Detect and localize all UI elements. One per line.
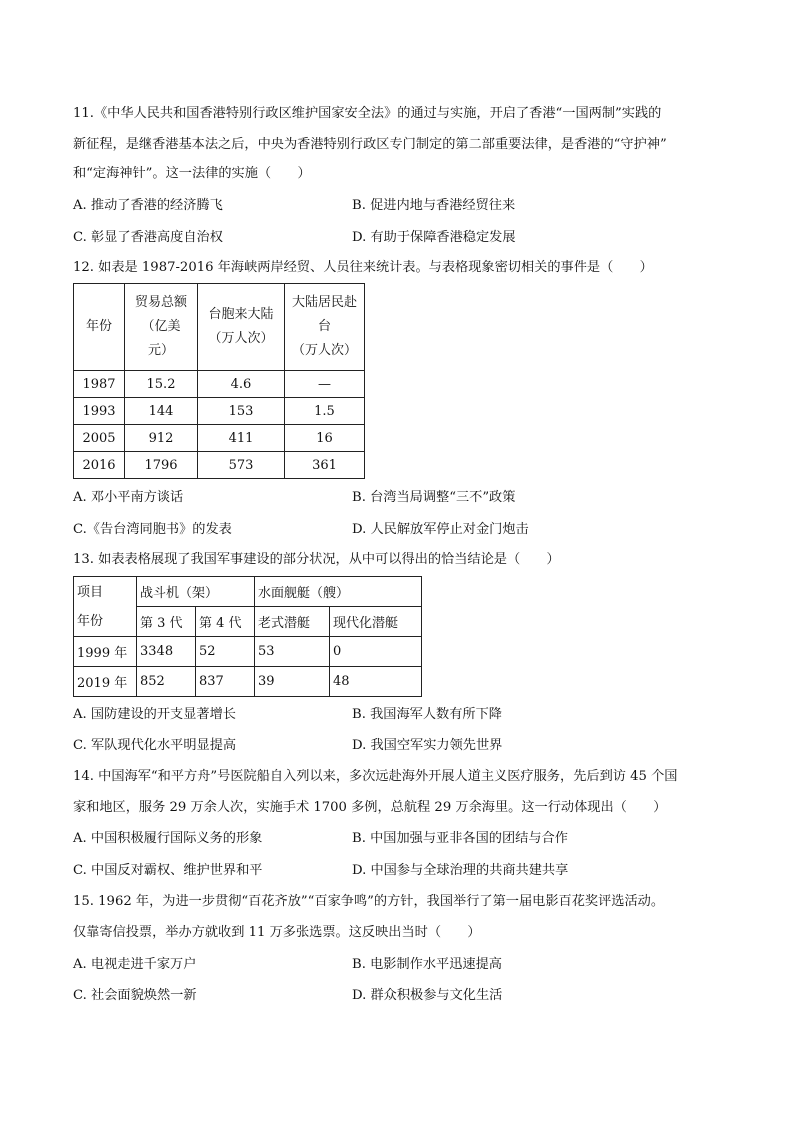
q13-option-c: C. 军队现代化水平明显提高: [73, 738, 237, 753]
q12-option-a: A. 邓小平南方谈话: [73, 490, 184, 505]
table-row: [74, 398, 365, 425]
subheader: 第 4 代: [196, 607, 255, 637]
cell: 411: [198, 425, 285, 452]
header-surface-ships: 水面舰艇（艘）: [255, 577, 422, 607]
subheader: 第 3 代: [137, 607, 196, 637]
q12-option-b: B. 台湾当局调整“三不”政策: [352, 490, 516, 505]
q12-table: [73, 283, 365, 479]
header-taiwan-visitors: 台胞来大陆 （万人次）: [198, 284, 285, 371]
table-row: [74, 425, 365, 452]
cell: 852: [137, 667, 196, 697]
cell: 912: [125, 425, 198, 452]
cell: 1.5: [285, 398, 365, 425]
cell: 0: [330, 637, 422, 667]
q15-option-b: B. 电影制作水平迅速提高: [352, 957, 502, 972]
header-trade-total: 贸易总额 （亿美 元）: [125, 284, 198, 371]
cell: 361: [285, 452, 365, 479]
q13-option-a: A. 国防建设的开支显著增长: [73, 707, 236, 722]
cell: 15.2: [125, 371, 198, 398]
q14-option-d: D. 中国参与全球治理的共商共建共享: [352, 863, 569, 878]
subheader: 老式潜艇: [255, 607, 330, 637]
q14-option-a: A. 中国积极履行国际义务的形象: [73, 831, 263, 846]
q15-option-a: A. 电视走进千家万户: [73, 957, 197, 972]
q14-option-b: B. 中国加强与亚非各国的团结与合作: [352, 831, 568, 846]
q11-option-d: D. 有助于保障香港稳定发展: [352, 230, 516, 245]
table-header-row: [74, 577, 422, 607]
q13-option-d: D. 我国空军实力领先世界: [352, 738, 503, 753]
q12-option-c: C.《告台湾同胞书》的发表: [73, 522, 232, 537]
q13-stem: 13. 如表表格展现了我国军事建设的部分状况，从中可以得出的恰当结论是（ ）: [73, 552, 560, 567]
q11-stem-line-2: 新征程，是继香港基本法之后，中央为香港特别行政区专门制定的第二部重要法律，是香港的“守护神”: [73, 137, 667, 152]
table-row: [74, 452, 365, 479]
cell: 2016: [74, 452, 125, 479]
q15-stem-line-1: 15. 1962 年，为进一步贯彻“百花齐放”“百家争鸣”的方针，我国举行了第一届电影百花奖评选活动。: [73, 894, 665, 909]
cell: 16: [285, 425, 365, 452]
subheader: 现代化潜艇: [330, 607, 422, 637]
cell: —: [285, 371, 365, 398]
cell: 144: [125, 398, 198, 425]
q11-option-a: A. 推动了香港的经济腾飞: [73, 198, 223, 213]
header-fighters: 战斗机（架）: [137, 577, 255, 607]
q11-option-c: C. 彰显了香港高度自治权: [73, 230, 223, 245]
cell: 1987: [74, 371, 125, 398]
cell: 153: [198, 398, 285, 425]
cell: 573: [198, 452, 285, 479]
q11-option-b: B. 促进内地与香港经贸往来: [352, 198, 516, 213]
q14-stem-line-2: 家和地区，服务 29 万余人次，实施手术 1700 多例，总航程 29 万余海里。这一行动体现出（ ）: [73, 800, 667, 815]
cell: 39: [255, 667, 330, 697]
cell: 2019 年: [74, 667, 137, 697]
q11-stem-line-3: 和“定海神针”。这一法律的实施（ ）: [73, 166, 311, 181]
q15-option-d: D. 群众积极参与文化生活: [352, 988, 503, 1003]
q13-option-b: B. 我国海军人数有所下降: [352, 707, 502, 722]
cell: 1993: [74, 398, 125, 425]
q12-stem: 12. 如表是 1987-2016 年海峡两岸经贸、人员往来统计表。与表格现象密切相关的事件是（ ）: [73, 260, 653, 275]
cell: 3348: [137, 637, 196, 667]
cell: 1796: [125, 452, 198, 479]
header-year: 年份: [74, 284, 125, 371]
cell: 52: [196, 637, 255, 667]
cell: 4.6: [198, 371, 285, 398]
q15-option-c: C. 社会面貌焕然一新: [73, 988, 197, 1003]
cell: 1999 年: [74, 637, 137, 667]
cell: 2005: [74, 425, 125, 452]
cell: 837: [196, 667, 255, 697]
header-mainland-visitors: 大陆居民赴台 （万人次）: [285, 284, 365, 371]
q15-stem-line-2: 仅靠寄信投票，举办方就收到 11 万多张选票。这反映出当时（ ）: [73, 925, 481, 940]
cell: 48: [330, 667, 422, 697]
table-header-row: [74, 284, 365, 371]
q13-table: [73, 576, 422, 697]
cell: 53: [255, 637, 330, 667]
table-row: [74, 637, 422, 667]
header-corner: 项目 年份: [74, 577, 137, 637]
table-row: [74, 667, 422, 697]
q14-stem-line-1: 14. 中国海军“和平方舟”号医院船自入列以来，多次远赴海外开展人道主义医疗服务，先后到访 45 个国: [73, 769, 678, 784]
q14-option-c: C. 中国反对霸权、维护世界和平: [73, 863, 263, 878]
q12-option-d: D. 人民解放军停止对金门炮击: [352, 522, 529, 537]
q11-stem-line-1: 11.《中华人民共和国香港特别行政区维护国家安全法》的通过与实施，开启了香港“一国两制”实践的: [73, 106, 662, 121]
table-row: [74, 371, 365, 398]
